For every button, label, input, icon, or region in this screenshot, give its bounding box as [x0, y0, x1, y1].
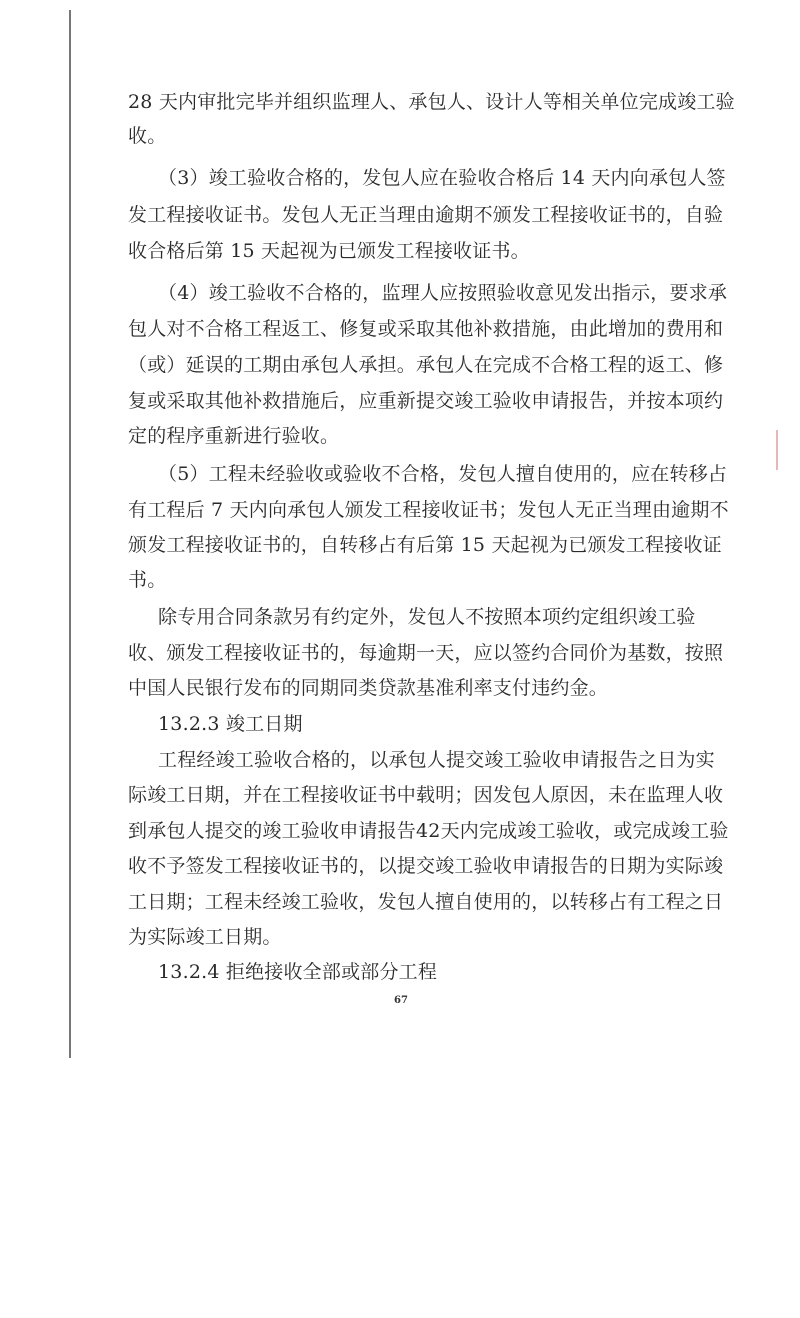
text-line: 书。: [128, 569, 167, 591]
text-line: 28 天内审批完毕并组织监理人、承包人、设计人等相关单位完成竣工验: [128, 91, 735, 113]
text-line: （5）工程未经验收或验收不合格，发包人擅自使用的，应在转移占: [158, 463, 728, 485]
section-heading: 13.2.4 拒绝接收全部或部分工程: [158, 961, 438, 983]
text-line: 复或采取其他补救措施后，应重新提交竣工验收申请报告，并按本项约: [128, 390, 724, 412]
text-line: 包人对不合格工程返工、修复或采取其他补救措施，由此增加的费用和: [128, 318, 724, 340]
scan-edge-mark: [776, 430, 778, 470]
binding-margin-line: [69, 10, 71, 1058]
text-line: 工程经竣工验收合格的，以承包人提交竣工验收申请报告之日为实: [158, 749, 715, 771]
text-line: （或）延误的工期由承包人承担。承包人在完成不合格工程的返工、修: [128, 354, 724, 376]
text-line: （3）竣工验收合格的，发包人应在验收合格后 14 天内向承包人签: [158, 167, 726, 189]
section-heading: 13.2.3 竣工日期: [158, 713, 303, 735]
text-line: 收合格后第 15 天起视为已颁发工程接收证书。: [128, 240, 530, 262]
text-line: （4）竣工验收不合格的，监理人应按照验收意见发出指示，要求承: [158, 282, 728, 304]
text-line: 际竣工日期，并在工程接收证书中载明；因发包人原因，未在监理人收: [128, 784, 724, 806]
text-line: 定的程序重新进行验收。: [128, 425, 340, 447]
text-line: 收、颁发工程接收证书的，每逾期一天，应以签约合同价为基数，按照: [128, 642, 724, 664]
page-number: 67: [394, 995, 408, 1006]
text-line: 收。: [128, 125, 167, 147]
text-line: 中国人民银行发布的同期同类贷款基准利率支付违约金。: [128, 677, 609, 699]
text-line: 为实际竣工日期。: [128, 926, 282, 948]
text-line: 收不予签发工程接收证书的，以提交竣工验收申请报告的日期为实际竣: [128, 855, 724, 877]
text-line: 除专用合同条款另有约定外，发包人不按照本项约定组织竣工验: [158, 606, 696, 628]
text-line: 颁发工程接收证书的，自转移占有后第 15 天起视为已颁发工程接收证: [128, 534, 722, 556]
text-line: 有工程后 7 天内向承包人颁发工程接收证书；发包人无正当理由逾期不: [128, 499, 729, 521]
text-line: 发工程接收证书。发包人无正当理由逾期不颁发工程接收证书的，自验: [128, 204, 724, 226]
text-line: 工日期；工程未经竣工验收，发包人擅自使用的，以转移占有工程之日: [128, 891, 724, 913]
text-line: 到承包人提交的竣工验收申请报告42天内完成竣工验收，或完成竣工验: [128, 820, 729, 842]
